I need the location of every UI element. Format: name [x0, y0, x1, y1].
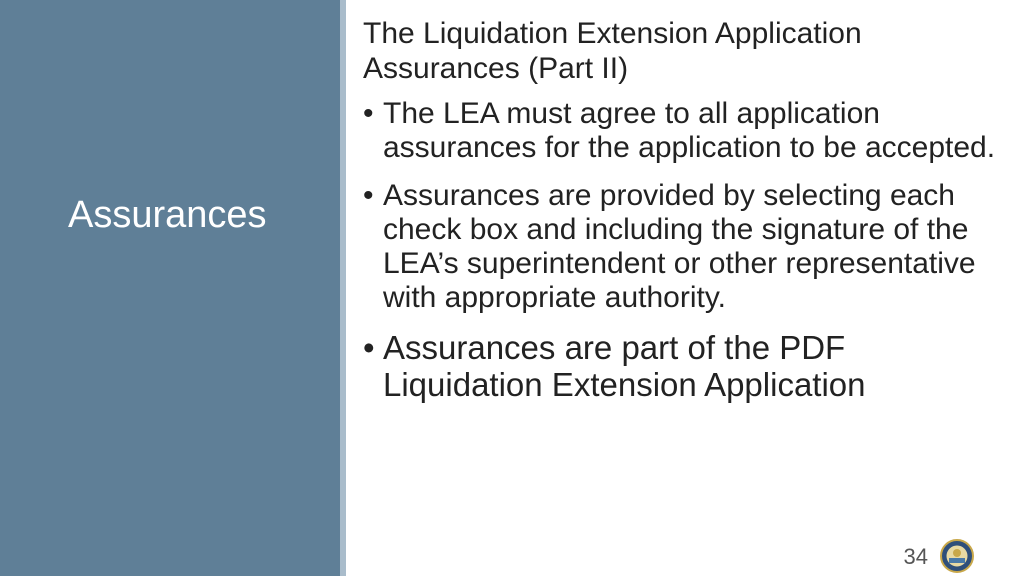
- state-seal-icon: [940, 539, 974, 573]
- bullet-dot-icon: •: [363, 97, 374, 130]
- bullet-text: Assurances are provided by selecting each check box and including the signature of the LEA’s superintendent or other representative with appropriate authority.: [383, 179, 976, 314]
- bullet-item: [363, 97, 1003, 165]
- section-title: Assurances: [68, 194, 267, 236]
- sidebar-panel: [0, 0, 340, 576]
- bullet-text: Assurances are part of the PDF Liquidation Extension Application: [383, 329, 866, 403]
- slide-content: [363, 16, 1003, 417]
- slide-heading: The Liquidation Extension Application Assurances (Part II): [363, 17, 862, 85]
- bullet-dot-icon: •: [363, 179, 374, 212]
- bullet-dot-icon: •: [363, 329, 375, 366]
- bullet-text: The LEA must agree to all application assurances for the application to be accepted.: [383, 97, 996, 164]
- page-number: 34: [903, 544, 928, 569]
- bullet-item: [363, 179, 1003, 315]
- panel-divider: [340, 0, 346, 576]
- bullet-item: [363, 329, 1003, 403]
